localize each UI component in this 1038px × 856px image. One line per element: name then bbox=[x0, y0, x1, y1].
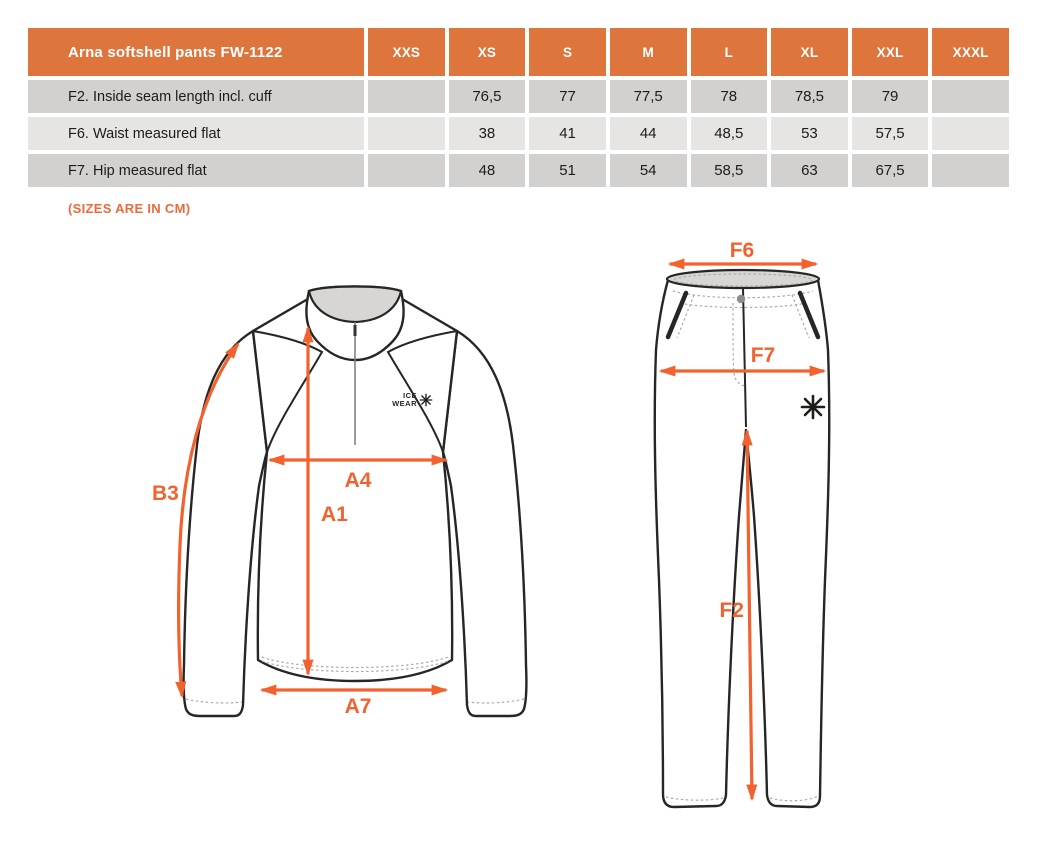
column-header-xxs: XXS bbox=[368, 28, 445, 76]
label-f7: F7 bbox=[750, 344, 776, 367]
shirt-logo-text-line2: WEAR bbox=[392, 399, 417, 408]
label-f6: F6 bbox=[729, 239, 755, 262]
shirt-diagram bbox=[152, 287, 526, 719]
label-b3: B3 bbox=[152, 482, 179, 505]
table-cell bbox=[368, 154, 445, 187]
shirt-left-sleeve bbox=[184, 331, 267, 716]
table-cell: 41 bbox=[529, 117, 606, 150]
pants-diagram bbox=[655, 239, 829, 807]
table-cell: 78,5 bbox=[771, 80, 848, 113]
table-cell: 48,5 bbox=[691, 117, 768, 150]
table-cell: 78 bbox=[691, 80, 768, 113]
column-header-xxl: XXL bbox=[852, 28, 929, 76]
product-title-header: Arna softshell pants FW-1122 bbox=[28, 28, 364, 76]
table-cell: 57,5 bbox=[852, 117, 929, 150]
column-header-l: L bbox=[691, 28, 768, 76]
column-header-s: S bbox=[529, 28, 606, 76]
table-cell: 63 bbox=[771, 154, 848, 187]
sizes-unit-note: (SIZES ARE IN CM) bbox=[68, 201, 191, 216]
table-cell: 79 bbox=[852, 80, 929, 113]
label-a1: A1 bbox=[321, 503, 348, 526]
label-a7: A7 bbox=[344, 695, 372, 718]
table-cell: 54 bbox=[610, 154, 687, 187]
table-cell: 67,5 bbox=[852, 154, 929, 187]
table-cell: 77,5 bbox=[610, 80, 687, 113]
table-cell bbox=[932, 154, 1009, 187]
size-table bbox=[28, 28, 1009, 187]
label-f2: F2 bbox=[719, 599, 744, 622]
row-label-inseam: F2. Inside seam length incl. cuff bbox=[28, 80, 364, 113]
table-cell: 51 bbox=[529, 154, 606, 187]
label-a4: A4 bbox=[344, 469, 372, 492]
column-header-xs: XS bbox=[449, 28, 526, 76]
table-cell: 58,5 bbox=[691, 154, 768, 187]
shirt-right-sleeve bbox=[443, 331, 526, 716]
pants-waist-opening bbox=[667, 270, 819, 288]
row-label-waist: F6. Waist measured flat bbox=[28, 117, 364, 150]
pants-snowflake-icon bbox=[802, 396, 824, 418]
shirt-logo-text-line1: ICE bbox=[402, 391, 417, 400]
measurement-diagrams bbox=[0, 230, 1038, 856]
table-cell bbox=[368, 117, 445, 150]
shirt-snowflake-icon bbox=[420, 394, 431, 405]
table-cell bbox=[932, 117, 1009, 150]
pants-button bbox=[737, 295, 745, 303]
table-cell bbox=[932, 80, 1009, 113]
table-cell: 48 bbox=[449, 154, 526, 187]
table-cell: 53 bbox=[771, 117, 848, 150]
column-header-m: M bbox=[610, 28, 687, 76]
table-cell bbox=[368, 80, 445, 113]
pants-body bbox=[655, 280, 829, 807]
row-label-hip: F7. Hip measured flat bbox=[28, 154, 364, 187]
table-cell: 38 bbox=[449, 117, 526, 150]
column-header-xxxl: XXXL bbox=[932, 28, 1009, 76]
table-cell: 77 bbox=[529, 80, 606, 113]
column-header-xl: XL bbox=[771, 28, 848, 76]
table-cell: 44 bbox=[610, 117, 687, 150]
table-cell: 76,5 bbox=[449, 80, 526, 113]
